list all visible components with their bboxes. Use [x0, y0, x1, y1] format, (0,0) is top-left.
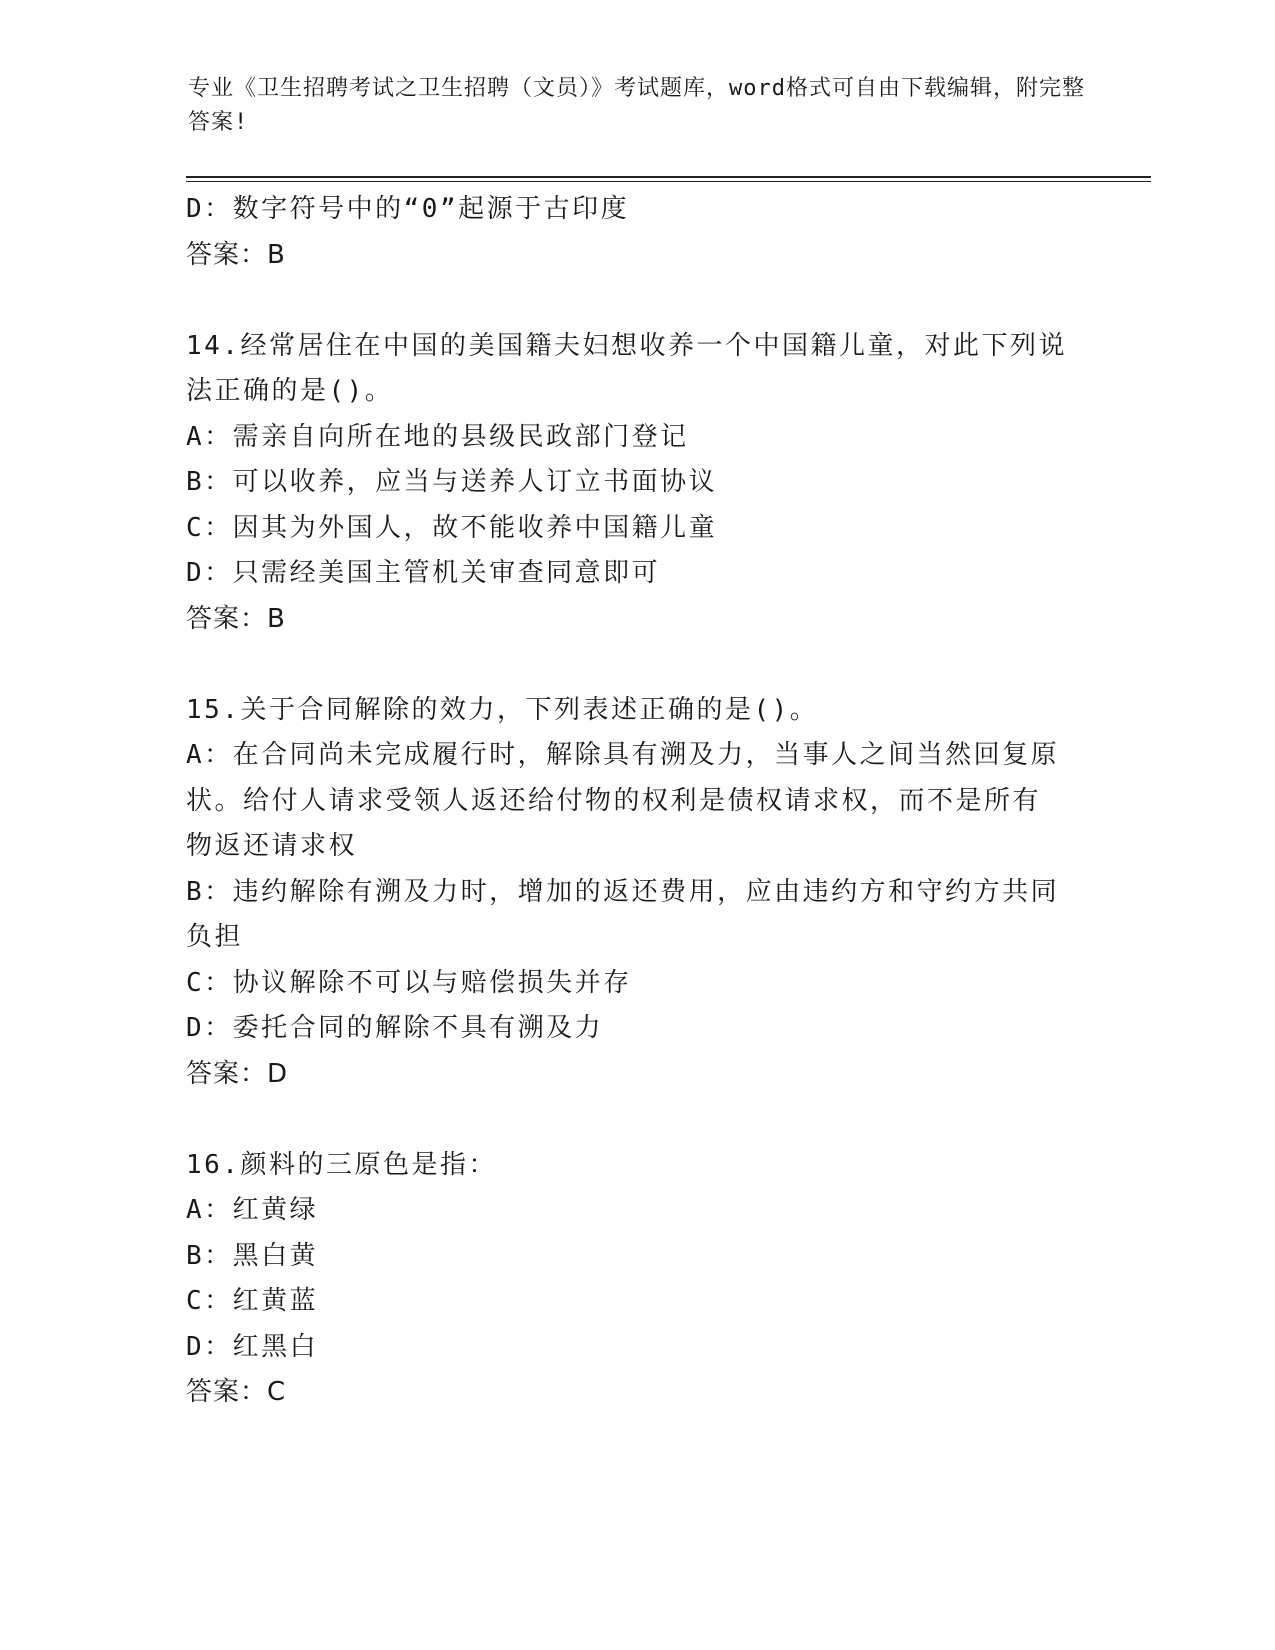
option-b: B：违约解除有溯及力时，增加的返还费用，应由违约方和守约方共同: [186, 876, 1060, 907]
option-a: A：在合同尚未完成履行时，解除具有溯及力，当事人之间当然回复原: [186, 740, 1060, 770]
option-a: A：需亲自向所在地的县级民政部门登记: [186, 421, 689, 452]
answer-line: 答案：C: [186, 1377, 287, 1407]
question-stem: 15.关于合同解除的效力，下列表述正确的是()。: [186, 694, 819, 725]
option-a: A：红黄绿: [186, 1195, 319, 1225]
header-divider-thin: [186, 181, 1151, 182]
question-stem: 16.颜料的三原色是指：: [186, 1149, 497, 1180]
question-14: [186, 324, 1076, 643]
question-16: [186, 1143, 1076, 1416]
option-c: C：因其为外国人，故不能收养中国籍儿童: [186, 512, 718, 543]
option-c: C：红黄蓝: [186, 1286, 319, 1316]
option-b: B：黑白黄: [186, 1240, 319, 1271]
option-b-cont: 负担: [186, 922, 244, 952]
question-stem: 14.经常居住在中国的美国籍夫妇想收养一个中国籍儿童，对此下列说: [186, 330, 1067, 361]
option-d: D：红黑白: [186, 1331, 319, 1362]
question-15: [186, 688, 1076, 1098]
option-a-cont: 物返还请求权: [186, 831, 358, 861]
option-d: D：只需经美国主管机关审查同意即可: [186, 558, 661, 588]
option-c: C：协议解除不可以与赔偿损失并存: [186, 967, 632, 998]
answer-line: 答案：B: [186, 603, 286, 634]
question-list: [186, 187, 1076, 1416]
option-d: D：委托合同的解除不具有溯及力: [186, 1013, 604, 1043]
answer-line: 答案：D: [186, 1058, 289, 1089]
option-d: D：数字符号中的“0”起源于古印度: [186, 194, 630, 224]
option-a-cont: 状。给付人请求受领人返还给付物的权利是债权请求权，而不是所有: [186, 785, 1042, 816]
document-header: 专业《卫生招聘考试之卫生招聘（文员）》考试题库，word格式可自由下载编辑，附完整答案!: [188, 76, 1085, 135]
option-b: B：可以收养，应当与送养人订立书面协议: [186, 467, 718, 497]
header-divider: [186, 176, 1151, 178]
answer-line: 答案：B: [186, 239, 286, 270]
question-stem: 法正确的是()。: [186, 376, 394, 406]
